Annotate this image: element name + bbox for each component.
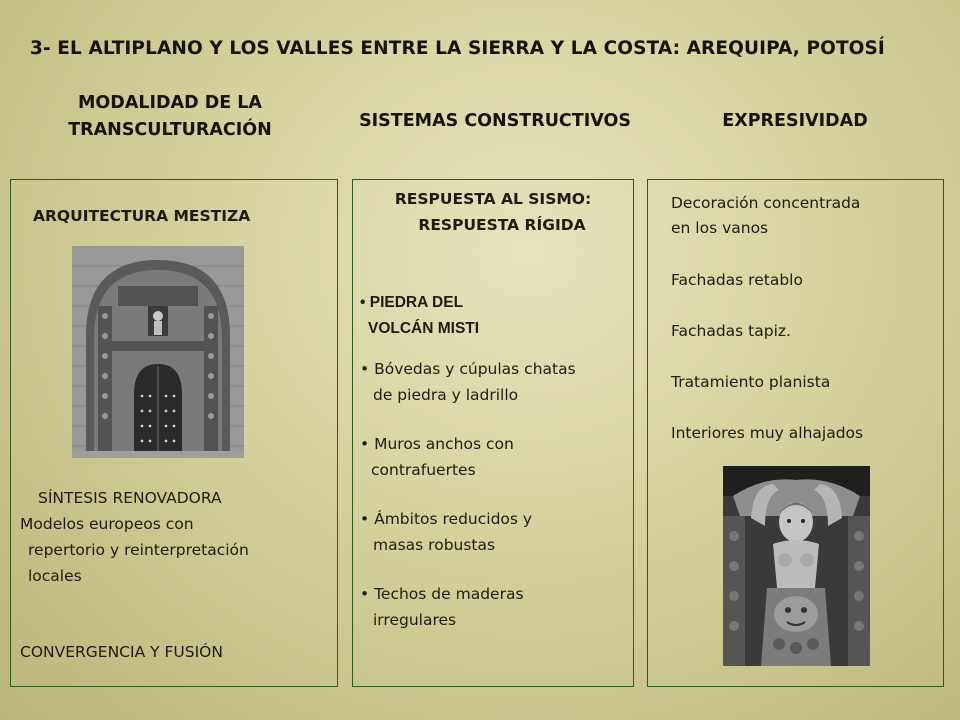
- bullet-item: [360, 582, 576, 633]
- bullet-line2: masas robustas: [373, 535, 496, 554]
- box3-line-5: Tratamiento planista: [671, 373, 831, 391]
- box1-footer: CONVERGENCIA Y FUSIÓN: [20, 643, 223, 661]
- bullet-dot-icon: •: [360, 585, 370, 603]
- bullet-line2: VOLCÁN MISTI: [368, 319, 480, 337]
- box3-line-4: Fachadas tapiz.: [671, 322, 791, 340]
- bullet-line2: de piedra y ladrillo: [373, 385, 519, 404]
- bullet-item: [360, 357, 576, 408]
- header-sistemas: SISTEMAS CONSTRUCTIVOS: [359, 111, 631, 131]
- bullet-dot-icon: •: [360, 294, 366, 311]
- box1-subheading: SÍNTESIS RENOVADORA: [38, 489, 222, 507]
- bullet-line1: PIEDRA DEL: [369, 294, 464, 311]
- header-modalidad: [40, 90, 300, 144]
- church-portal-photo: [72, 246, 244, 458]
- bullet-line2: irregulares: [373, 610, 457, 629]
- bullet-dot-icon: •: [360, 510, 370, 528]
- box3-line-2: en los vanos: [671, 219, 769, 237]
- bullet-item: [360, 290, 576, 341]
- header-modalidad-line2: TRANSCULTURACIÓN: [68, 120, 272, 140]
- bullet-line1: Ámbitos reducidos y: [374, 510, 533, 528]
- header-expresividad: EXPRESIVIDAD: [722, 111, 868, 131]
- slide-title: 3- EL ALTIPLANO Y LOS VALLES ENTRE LA SIERRA Y LA COSTA: AREQUIPA, POTOSÍ: [30, 38, 885, 59]
- carved-mermaid-column-photo: [723, 466, 870, 666]
- box3-line-1: Decoración concentrada: [671, 194, 861, 212]
- box1-line-3: locales: [28, 567, 82, 585]
- bullet-item: [360, 507, 576, 558]
- bullet-list: [360, 290, 576, 633]
- box3-line-3: Fachadas retablo: [671, 271, 803, 289]
- bullet-item: [360, 432, 576, 483]
- box1-heading: ARQUITECTURA MESTIZA: [33, 207, 251, 225]
- bullet-line1: Techos de maderas: [374, 585, 524, 603]
- header-modalidad-line1: MODALIDAD DE LA: [78, 93, 262, 113]
- bullet-dot-icon: •: [360, 360, 370, 378]
- box2-heading-line2: RESPUESTA RÍGIDA: [418, 216, 586, 234]
- bullet-line2: contrafuertes: [371, 460, 476, 479]
- bullet-line1: Bóvedas y cúpulas chatas: [374, 360, 576, 378]
- bullet-line1: Muros anchos con: [374, 435, 514, 453]
- box3-line-6: Interiores muy alhajados: [671, 424, 864, 442]
- box2-heading-line1: RESPUESTA AL SISMO:: [394, 190, 592, 208]
- box1-line-2: repertorio y reinterpretación: [28, 541, 249, 559]
- box1-line-1: Modelos europeos con: [20, 515, 194, 533]
- bullet-dot-icon: •: [360, 435, 370, 453]
